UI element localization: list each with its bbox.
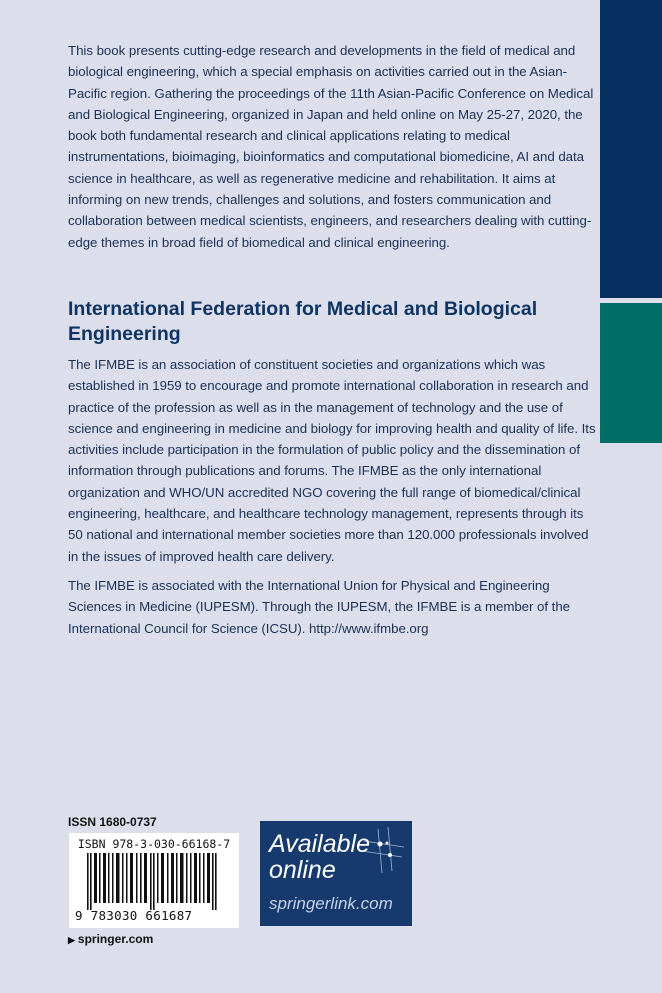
side-bar-teal — [600, 303, 662, 443]
issn-label: ISSN 1680-0737 — [68, 815, 157, 829]
isbn-barcode — [69, 833, 239, 928]
springerlink-url: springerlink.com — [269, 894, 393, 913]
side-bar-navy — [600, 0, 662, 298]
available-online-title — [269, 831, 370, 883]
ifmbe-paragraph-2: The IFMBE is associated with the International Union for Physical and Engineering Sciences in Medicine (IUPESM). Through the IUPESM, the IFMBE is a member of the International Council for Science (ICSU). http://www.ifmbe.org — [68, 577, 571, 636]
ifmbe-heading: International Federation for Medical and Biological Engineering — [68, 297, 538, 345]
isbn-label: ISBN 978-3-030-66168-7 — [77, 837, 231, 851]
barcode-bars-icon — [75, 853, 231, 910]
ifmbe-paragraph-1: The IFMBE is an association of constituent societies and organizations which was established in 1959 to encourage and promote international collaboration in research and practice of the profession as well as in the management of technology and the use of science and engineering in medicine and biology for improving health and quality of life. Its activities include participation in the formulation of public policy and the dissemination of information through publications and forums. The IFMBE as the only international organization and WHO/UN accredited NGO covering the full range of biomedical/clinical engineering, healthcare, and healthcare technology management, represents through its 50 national and international member societies more than 120.000 professionals involved in the issues of improved health care delivery. — [68, 356, 596, 564]
springer-link-label: springer.com — [77, 932, 154, 946]
back-cover-text — [68, 40, 598, 639]
title-line-1: Available — [269, 830, 371, 858]
springer-link[interactable] — [68, 932, 153, 946]
book-description: This book presents cutting-edge research and developments in the field of medical and biological engineering, which a special emphasis on activities carried out in the Asian-Pacific region. Gathering the proceedings of the 11th Asian-Pacific Conference on Medical and Biological Engineering, organized in Japan and held online on May 25-27, 2020, the book both fundamental research and clinical applications relating to medical instrumentations, bioimaging, bioinformatics and computational biomedicine, AI and data science in healthcare, as well as regenerative medicine and rehabilitation. It aims at informing on new trends, challenges and solutions, and fosters communication and collaboration between medical scientists, engineers, and researchers dealing with cutting-edge themes in broad field of biomedical and clinical engineering. — [68, 43, 594, 250]
available-online-badge[interactable] — [260, 821, 412, 926]
title-line-2: online — [269, 856, 336, 884]
triangle-arrow-icon: ▶ — [68, 935, 75, 945]
barcode-digits: 9 783030 661687 — [75, 908, 193, 923]
